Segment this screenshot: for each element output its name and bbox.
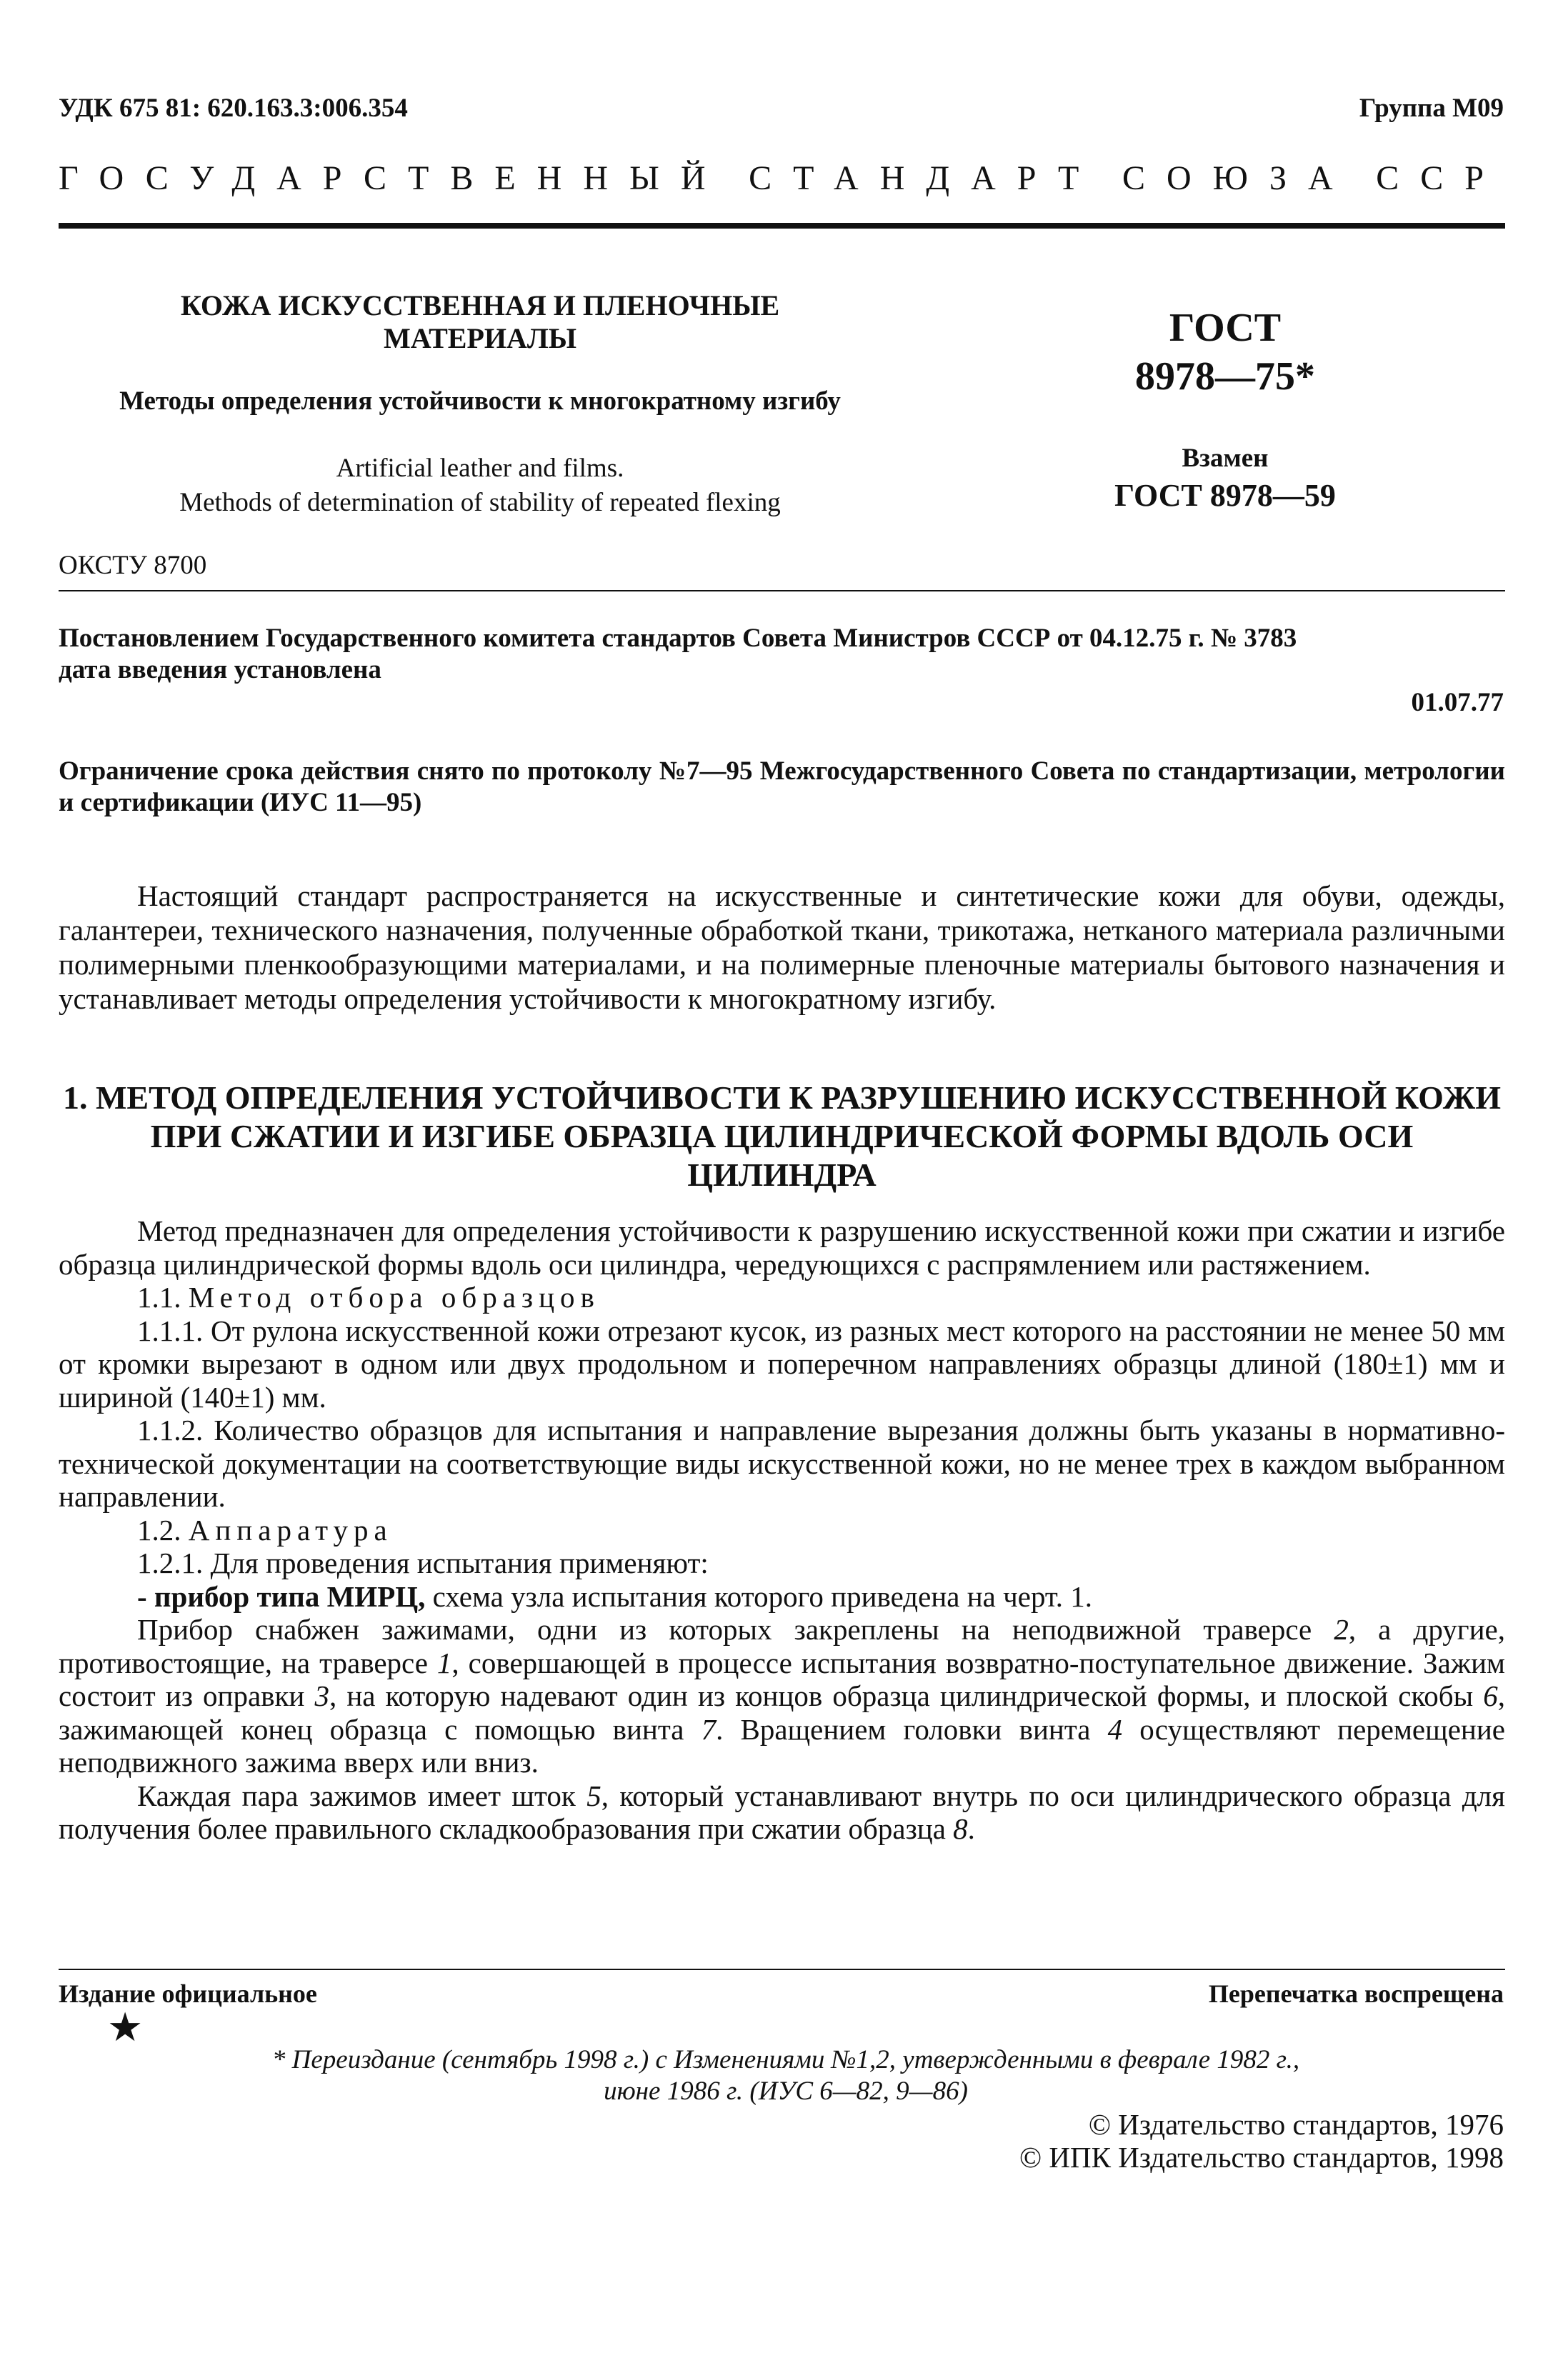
section-heading-line: 1. МЕТОД ОПРЕДЕЛЕНИЯ УСТОЙЧИВОСТИ К РАЗРУШЕНИЮ ИСКУССТВЕННОЙ КОЖИ	[62, 1079, 1502, 1116]
reissue-line: июне 1986 г. (ИУС 6—82, 9—86)	[604, 2077, 968, 2106]
gost-number	[1064, 304, 1386, 401]
clamps-paragraph	[59, 1613, 1505, 1779]
standard-word: СОЮЗА	[1122, 159, 1354, 197]
reissue-note	[214, 2044, 1357, 2107]
section-1-heading	[59, 1079, 1505, 1194]
part-number: 7	[701, 1712, 716, 1746]
text-run: , совершающей в процессе испытания возвратно-поступательное движение. Зажим состоит из оправки	[59, 1646, 1505, 1712]
device-description: схема узла испытания которого приведена на черт. 1.	[425, 1579, 1092, 1613]
replaces-block	[1043, 440, 1407, 514]
replaces-label: Взамен	[1182, 444, 1269, 473]
section-heading-line: ПРИ СЖАТИИ И ИЗГИБЕ ОБРАЗЦА ЦИЛИНДРИЧЕСКОЙ ФОРМЫ ВДОЛЬ ОСИ	[150, 1118, 1414, 1154]
gost-code: 8978—75*	[1135, 354, 1315, 399]
title-line: КОЖА ИСКУССТВЕННАЯ И ПЛЕНОЧНЫЕ	[180, 289, 780, 321]
footer-divider	[59, 1969, 1505, 1970]
official-edition-label: Издание официальное	[59, 1979, 317, 2008]
header-divider	[59, 223, 1505, 229]
reissue-line: * Переиздание (сентябрь 1998 г.) с Изменениями №1,2, утвержденными в феврале 1982 г.,	[271, 2045, 1300, 2074]
document-title	[59, 289, 902, 355]
group-code: Группа М09	[1359, 94, 1504, 123]
device-paragraph	[59, 1580, 1505, 1614]
subsection-heading	[59, 1281, 1505, 1314]
subsection-heading	[59, 1514, 1505, 1547]
text-run: , который устанавливают внутрь по оси цилиндрического образца для получения более правильного складкообразования при сжатии образца	[59, 1779, 1505, 1845]
reprint-prohibited-label: Перепечатка воспрещена	[1208, 1979, 1504, 2008]
part-number: 6	[1483, 1679, 1498, 1712]
purpose-paragraph: Метод предназначен для определения устойчивости к разрушению искусственной кожи при сжатии и изгибе образца цилиндрической формы вдоль оси цилиндра, чередующихся с распрямлением или растяжением.	[59, 1214, 1505, 1281]
standard-word: ГОСУДАРСТВЕННЫЙ	[59, 159, 727, 197]
gost-label: ГОСТ	[1169, 306, 1282, 350]
copyright-1998: © ИПК Издательство стандартов, 1998	[1019, 2141, 1504, 2174]
device-name: - прибор типа МИРЦ,	[137, 1579, 426, 1613]
decree-line: Постановлением Государственного комитета стандартов Совета Министров СССР от 04.12.75 г. № 3783	[59, 624, 1297, 653]
document-subtitle: Методы определения устойчивости к многократному изгибу	[119, 386, 841, 416]
text-run: . Вращением головки винта	[716, 1712, 1108, 1746]
text-run: , зажимающей конец образца с помощью винта	[59, 1679, 1506, 1746]
rod-paragraph	[59, 1779, 1505, 1846]
text-run: .	[967, 1812, 975, 1845]
okstu-divider	[59, 590, 1505, 591]
decree-line: дата введения установлена	[59, 655, 381, 684]
part-number: 2	[1334, 1613, 1349, 1646]
star-icon: ★	[107, 2006, 144, 2050]
subsection-number: 1.2.	[137, 1513, 181, 1547]
part-number: 3	[314, 1679, 329, 1712]
subsection-title: Аппаратура	[188, 1513, 393, 1547]
standard-word: СТАНДАРТ	[749, 159, 1101, 197]
clause-paragraph: 1.1.1. От рулона искусственной кожи отрезают кусок, из разных мест которого на расстоянии не менее 50 мм от кромки вырезают в одном или двух продольном и поперечном направлениях образцы длиной (180±1) мм и шириной (140±1) мм.	[59, 1314, 1505, 1414]
section-heading-line: ЦИЛИНДРА	[687, 1156, 877, 1193]
subsection-number: 1.1.	[137, 1281, 181, 1314]
clause-paragraph: 1.2.1. Для проведения испытания применяют:	[137, 1547, 709, 1579]
part-number: 8	[953, 1812, 968, 1845]
title-line: МАТЕРИАЛЫ	[384, 322, 576, 354]
text-run: осуществляют перемещение неподвижного зажима вверх или вниз.	[59, 1712, 1505, 1779]
limitation-note: Ограничение срока действия снято по протоколу №7—95 Межгосударственного Совета по стандартизации, метрологии и сертификации (ИУС 11—95)	[59, 756, 1505, 817]
text-run: , на которую надевают один из концов образца цилиндрической формы, и плоской скобы	[329, 1679, 1484, 1712]
udk-code: УДК 675 81: 620.163.3:006.354	[59, 94, 408, 123]
english-title-line: Artificial leather and films.	[336, 454, 624, 483]
decree-text	[59, 623, 1505, 686]
part-number: 5	[586, 1779, 601, 1812]
replaces-code: ГОСТ 8978—59	[1114, 478, 1336, 513]
text-run: Каждая пара зажимов имеет шток	[137, 1779, 587, 1812]
intro-paragraph: Настоящий стандарт распространяется на искусственные и синтетические кожи для обуви, одежды, галантереи, технического назначения, полученные обработкой ткани, трикотажа, нетканого материала различными полимерными пленкообразующими материалами, и на полимерные пленочные материалы бытового назначения и устанавливает методы определения устойчивости к многократному изгибу.	[59, 879, 1505, 1015]
copyright-1976: © Издательство стандартов, 1976	[1088, 2108, 1504, 2141]
text-run: Прибор снабжен зажимами, одни из которых закреплены на неподвижной траверсе	[137, 1613, 1334, 1646]
english-title-line: Methods of determination of stability of repeated flexing	[179, 488, 781, 517]
standard-banner	[59, 159, 1505, 198]
clause-paragraph: 1.1.2. Количество образцов для испытания и направление вырезания должны быть указаны в нормативно-технической документации на соответствующие виды искусственной кожи, но не менее трех в каждом выбранном направлении.	[59, 1414, 1505, 1513]
section-1-body	[59, 1214, 1505, 1846]
text-run: , а другие, противостоящие, на траверсе	[59, 1613, 1505, 1679]
part-number: 4	[1107, 1712, 1123, 1746]
standard-word: ССР	[1376, 159, 1505, 197]
okstu-code: ОКСТУ 8700	[59, 551, 207, 580]
english-title	[59, 451, 902, 520]
subsection-title: Метод отбора образцов	[188, 1281, 600, 1314]
introduction-date: 01.07.77	[1411, 688, 1504, 717]
part-number: 1	[436, 1646, 452, 1679]
